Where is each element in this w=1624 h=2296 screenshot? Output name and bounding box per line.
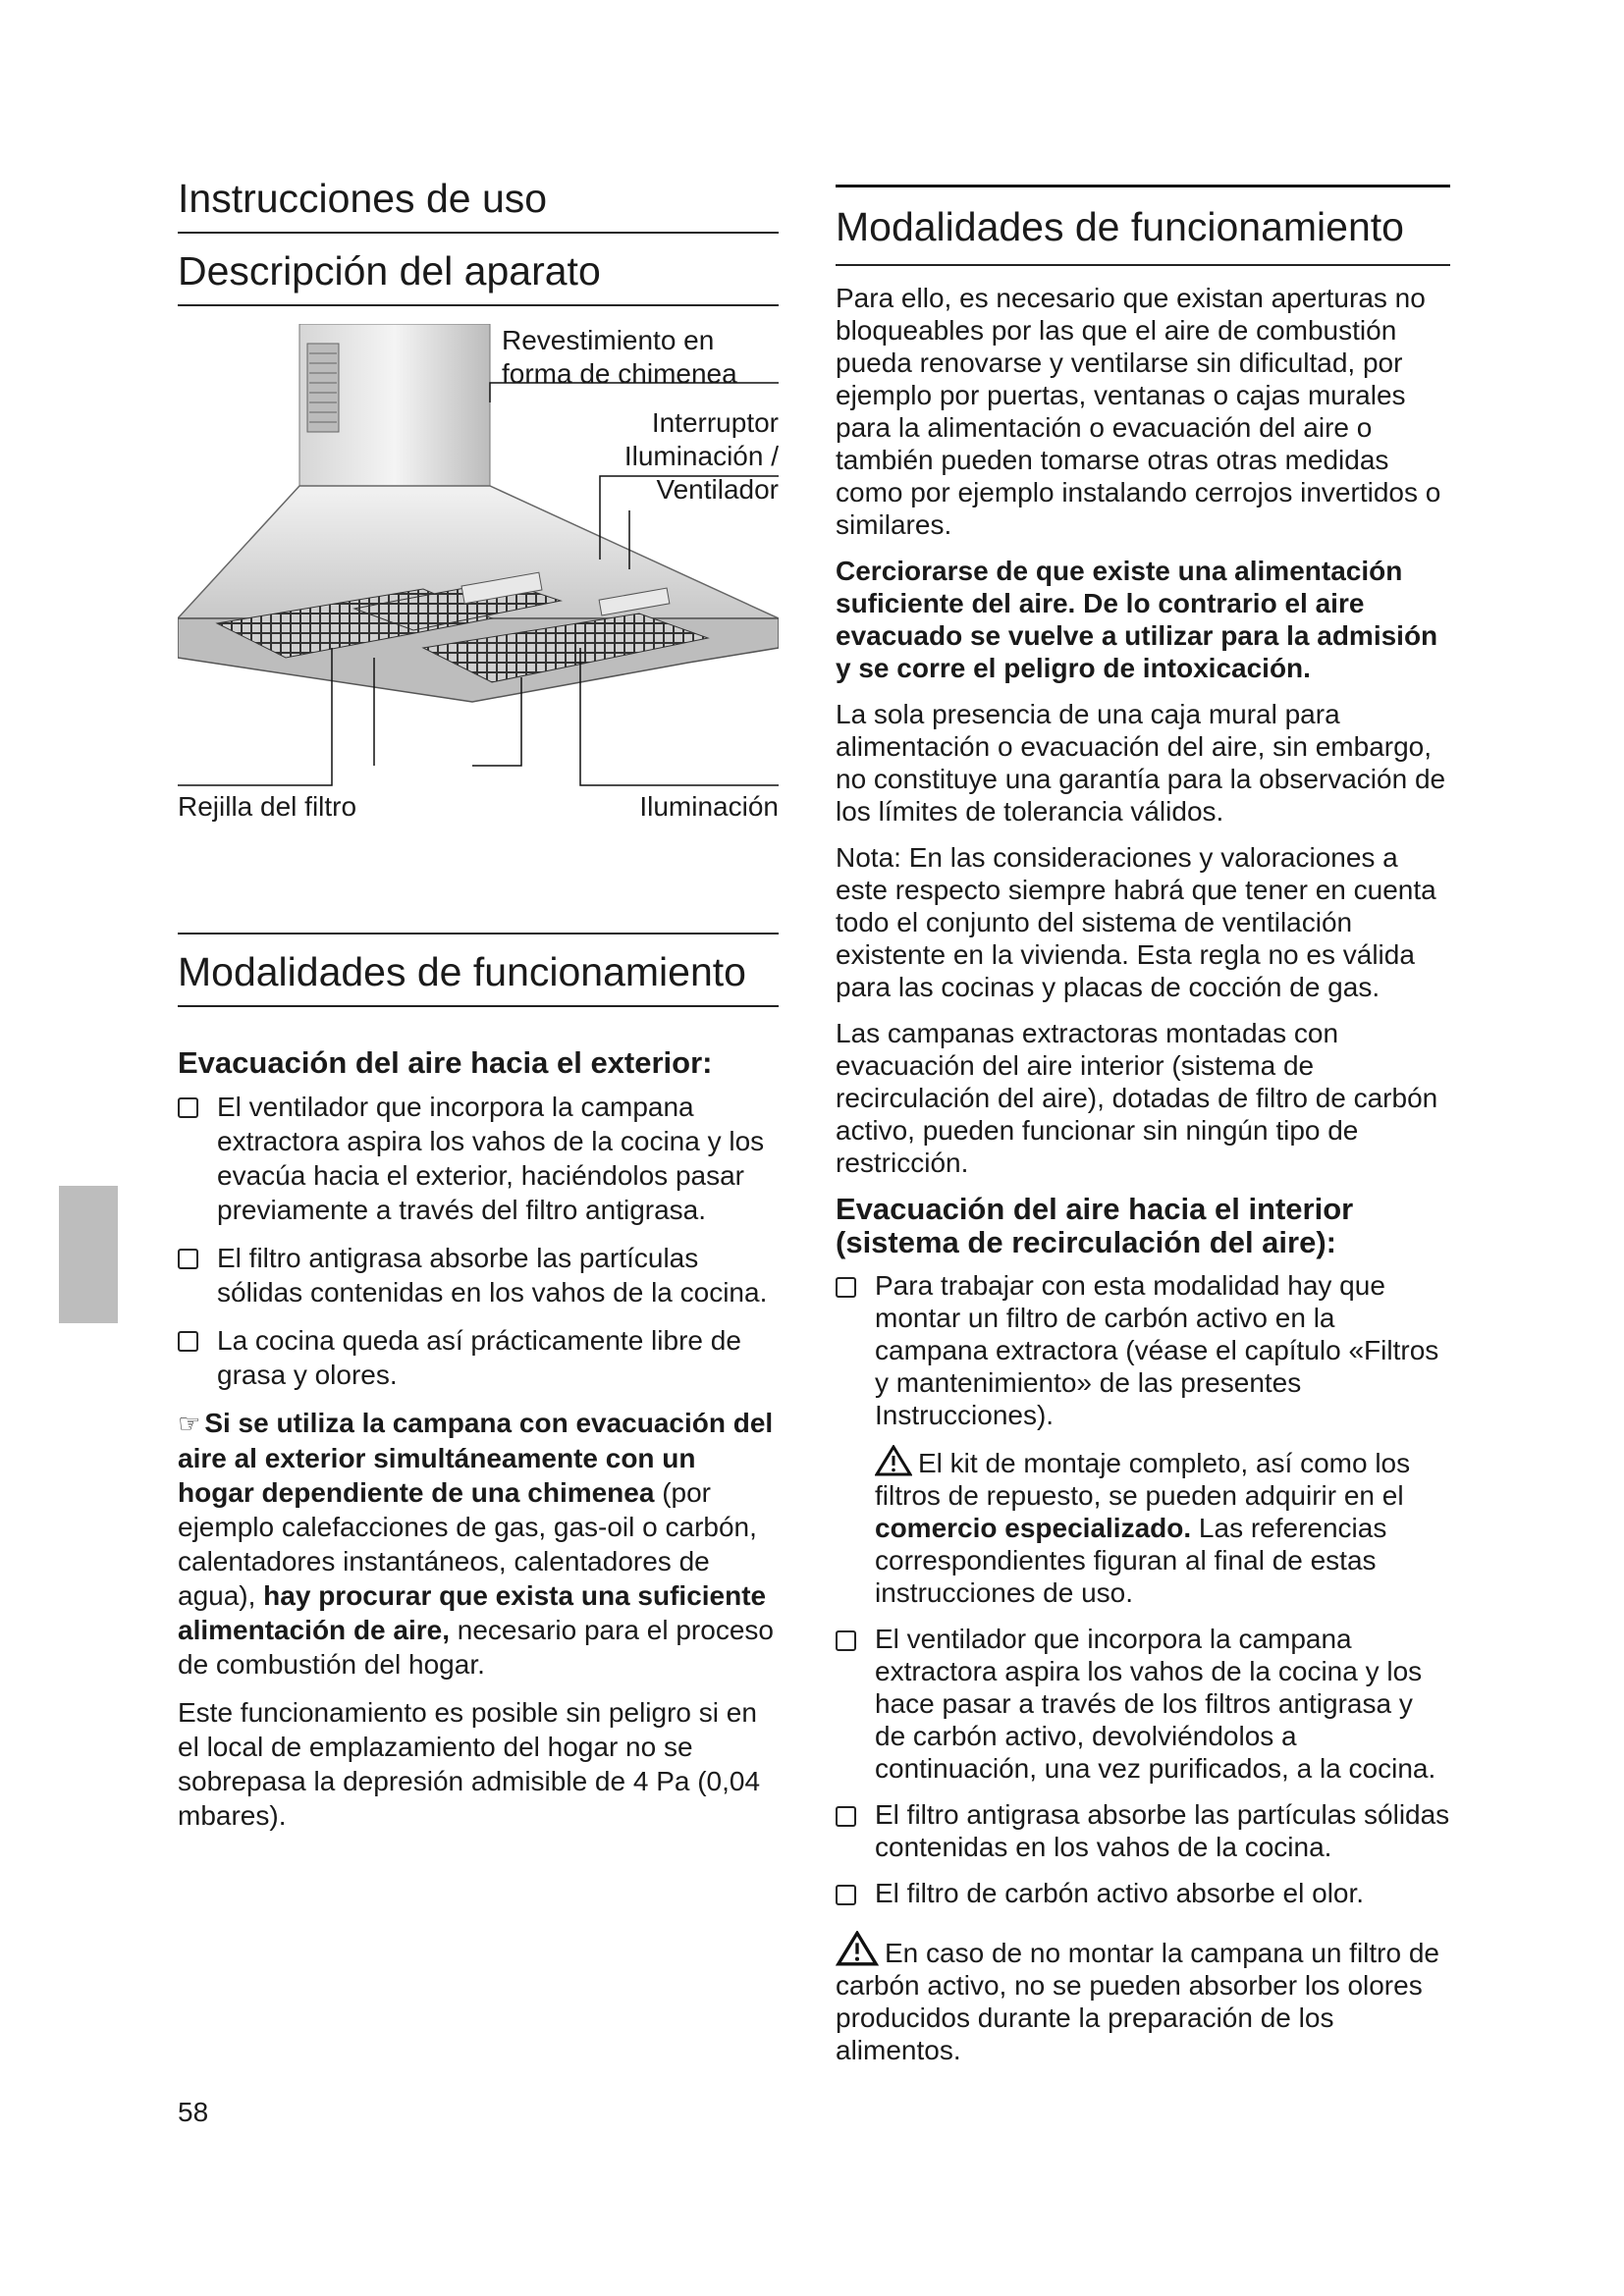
label-chimney-line-2: forma de chimenea — [502, 358, 737, 389]
chimney-note-bold-1: Si se utiliza la campana con evacuación del aire al exterior simultáneamente con un hogar dependiente de una chimenea — [178, 1408, 774, 1508]
final-warning-text: En caso de no montar la campana un filtro de carbón activo, no se pueden absorber los olores producidos durante la preparación de los alimentos. — [836, 1938, 1440, 2065]
list-item — [836, 1269, 1450, 1431]
section-title-right: Modalidades de funcionamiento — [836, 185, 1450, 266]
checkbox-bullet-icon — [836, 1885, 856, 1905]
pointing-hand-icon: ☞ — [178, 1409, 201, 1438]
kit-note-text-1: El kit de montaje completo, así como los filtros de repuesto, se pueden adquirir en el — [875, 1448, 1411, 1511]
label-lighting: Iluminación — [639, 791, 779, 822]
warning-triangle-icon — [836, 1931, 879, 1966]
checkbox-bullet-icon — [178, 1249, 198, 1269]
label-chimney — [502, 324, 737, 391]
subheading-exterior: Evacuación del aire hacia el exterior: — [178, 1045, 713, 1080]
right-column — [836, 185, 1450, 2080]
label-chimney-line-1: Revestimiento en — [502, 325, 715, 355]
left-column — [178, 167, 779, 1846]
chimney-note — [178, 1406, 779, 1682]
list-item-text: El ventilador que incorpora la campana extractora aspira los vahos de la cocina y los evacúa hacia el exterior, haciéndolos pasar previamente a través del filtro antigrasa. — [217, 1092, 765, 1225]
label-switch-line-3: Ventilador — [656, 474, 779, 505]
list-item — [178, 1090, 779, 1227]
list-item-text: El filtro antigrasa absorbe las partículas sólidas contenidas en los vahos de la cocina. — [217, 1243, 768, 1308]
label-switch-line-2: Iluminación / — [623, 441, 779, 471]
list-item — [178, 1323, 779, 1392]
checkbox-bullet-icon — [836, 1277, 856, 1298]
list-item — [178, 1241, 779, 1309]
paragraph-recirculation: Las campanas extractoras montadas con evacuación del aire interior (sistema de recirculación del aire), dotadas de filtro de carbón activo, pueden funcionar sin ningún tipo de restricción. — [836, 1018, 1438, 1178]
title-description: Descripción del aparato — [178, 234, 779, 306]
chimney-note-text-2: necesario para el proceso de combustión del hogar. — [178, 1615, 774, 1680]
label-switch-line-1: Interruptor — [651, 407, 779, 438]
subheading-interior: Evacuación del aire hacia el interior (sistema de recirculación del aire): — [836, 1192, 1354, 1259]
list-item-text: El filtro de carbón activo absorbe el olor. — [875, 1878, 1365, 1908]
chimney-note-bold-2: hay procurar que exista una suficiente alimentación de aire, — [178, 1580, 767, 1645]
depression-paragraph: Este funcionamiento es posible sin peligro si en el local de emplazamiento del hogar no se sobrepasa la depresión admisible de 4 Pa (0,04 mbares). — [178, 1697, 761, 1831]
chapter-tab — [59, 1186, 118, 1323]
kit-note-bold: comercio especializado. — [875, 1513, 1192, 1543]
hood-figure — [178, 324, 779, 874]
checkbox-bullet-icon — [178, 1097, 198, 1118]
label-filter-grille: Rejilla del filtro — [178, 791, 357, 822]
paragraph-warning-bold: Cerciorarse de que existe una alimentación suficiente del aire. De lo contrario el aire evacuado se vuelve a utilizar para la admisión y se corre el peligro de intoxicación. — [836, 556, 1438, 683]
paragraph-openings: Para ello, es necesario que existan aperturas no bloqueables por las que el aire de combustión pueda renovarse y ventilarse sin dificultad, por ejemplo por puertas, ventanas o cajas murales para la alimentación o evacuación del aire o también pueden tomarse otras otras medidas como por ejemplo instalando cerrojos invertidos o similares. — [836, 283, 1441, 540]
paragraph-wall-box: La sola presencia de una caja mural para alimentación o evacuación del aire, sin embargo, no constituye una garantía para la observación de los límites de tolerancia válidos. — [836, 699, 1446, 827]
checkbox-bullet-icon — [836, 1806, 856, 1827]
checkbox-bullet-icon — [836, 1630, 856, 1651]
section-title-left: Modalidades de funcionamiento — [178, 933, 779, 1007]
label-switch — [624, 406, 779, 507]
list-item-text: El ventilador que incorpora la campana extractora aspira los vahos de la cocina y los hace pasar a través de los filtros antigrasa y de carbón activo, devolviéndolos a continuación, una vez purificados, a la cocina. — [875, 1624, 1436, 1784]
kit-note — [836, 1445, 1450, 1609]
list-item-text: El filtro antigrasa absorbe las partículas sólidas contenidas en los vahos de la cocina. — [875, 1799, 1450, 1862]
list-item-text: La cocina queda así prácticamente libre de grasa y olores. — [217, 1325, 741, 1390]
list-item — [836, 1877, 1450, 1909]
list-item — [836, 1623, 1450, 1785]
list-item — [836, 1798, 1450, 1863]
paragraph-note: Nota: En las consideraciones y valoraciones a este respecto siempre habrá que tener en cuenta todo el conjunto del sistema de ventilación existente en la vivienda. Esta regla no es válida para las cocinas y placas de cocción de gas. — [836, 842, 1436, 1002]
title-instructions: Instrucciones de uso — [178, 167, 779, 234]
warning-triangle-icon — [875, 1445, 912, 1476]
kit-note-text-2: Las referencias correspondientes figuran al final de estas instrucciones de uso. — [875, 1513, 1387, 1608]
checkbox-bullet-icon — [178, 1331, 198, 1352]
final-warning — [836, 1931, 1450, 2066]
page-number: 58 — [178, 2097, 209, 2127]
chimney-note-text-1: (por ejemplo calefacciones de gas, gas-oil o carbón, calentadores instantáneos, calentadores de agua), — [178, 1477, 757, 1611]
hood-illustration — [178, 324, 779, 815]
list-item-text: Para trabajar con esta modalidad hay que montar un filtro de carbón activo en la campana extractora (véase el capítulo «Filtros y mantenimiento» de las presentes Instrucciones). — [875, 1270, 1439, 1430]
